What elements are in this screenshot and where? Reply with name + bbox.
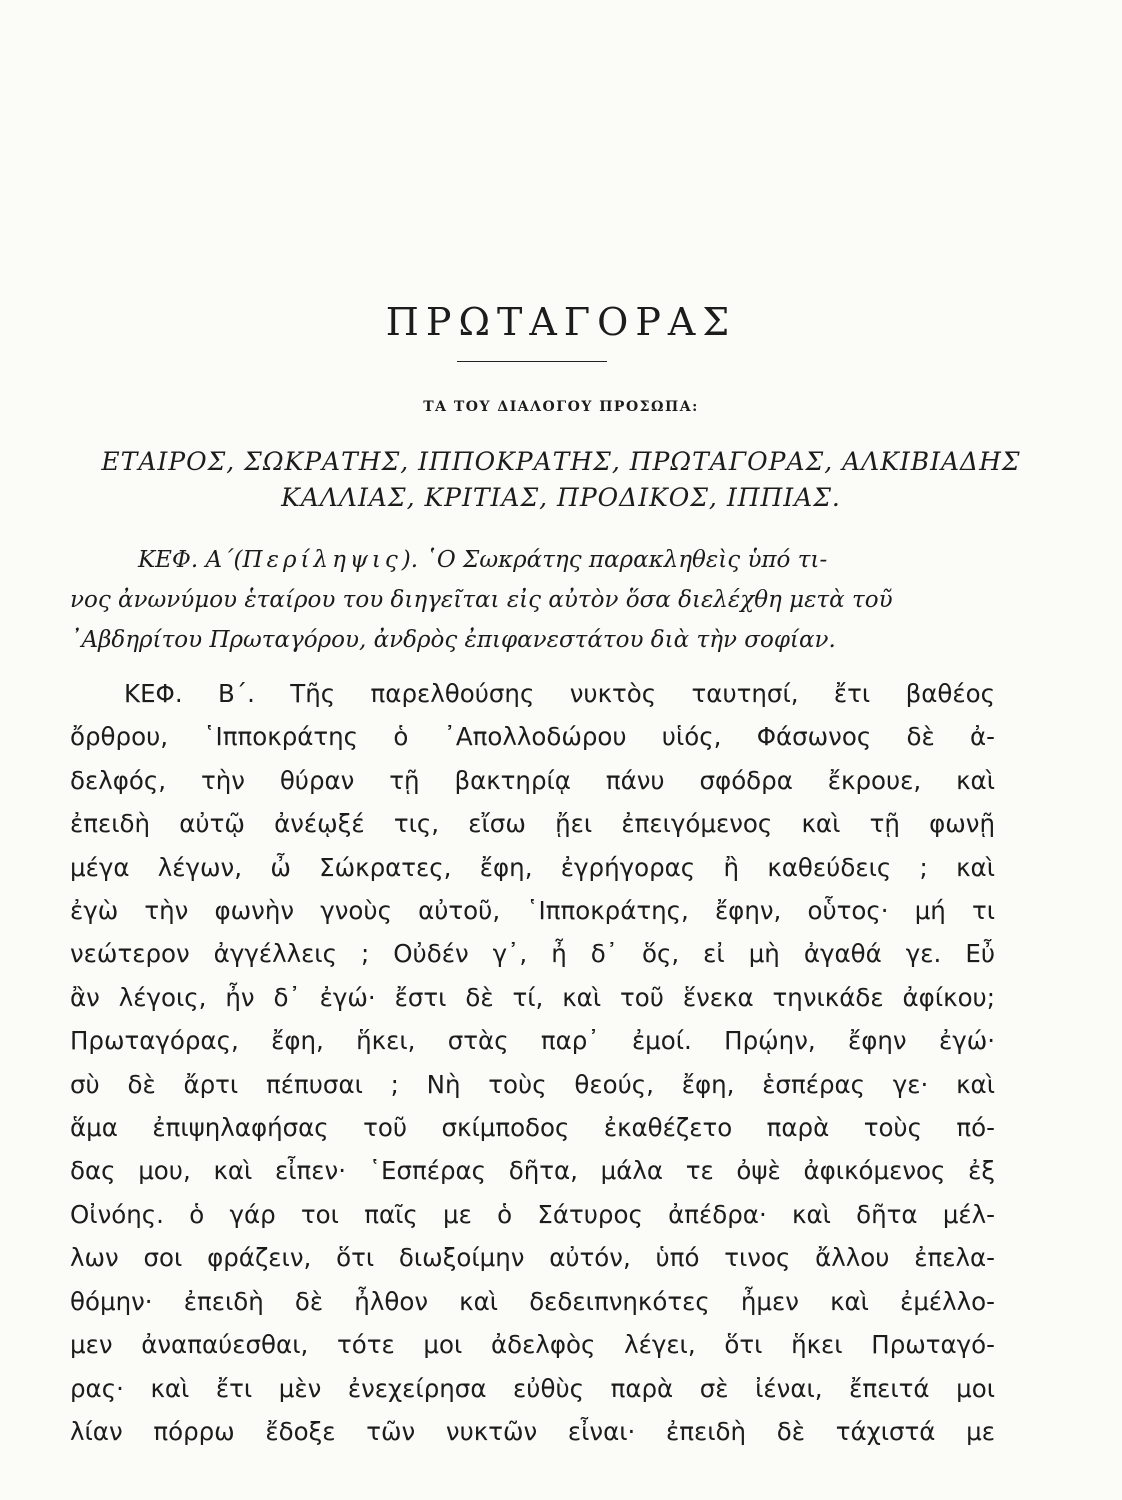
summary-label: ΚΕΦ. Α΄( — [138, 547, 243, 573]
summary-text: ῾Ο Σωκράτης παρακληθεὶς ὑπό τι- — [425, 547, 828, 573]
text-line: θόμην· ἐπειδὴ δὲ ἦλθον καὶ δεδειπνηκότες ἦμεν καὶ ἐμέλλο- — [70, 1286, 995, 1316]
text-line: ὄρθρου, ῾Ιπποκράτης ὁ ᾿Απολλοδώρου υἱός, Φάσωνος δὲ ἀ- — [70, 722, 995, 752]
dramatis-personae — [60, 444, 1062, 516]
summary-line: νος ἀνωνύμου ἑταίρου του διηγεῖται εἰς αὐτὸν ὅσα διελέχθη μετὰ τοῦ — [70, 587, 893, 613]
text-line: νεώτερον ἀγγέλλεις ; Οὐδέν γ᾿, ἦ δ᾿ ὅς, εἰ μὴ ἀγαθά γε. Εὖ — [70, 939, 995, 969]
persons-line: ΕΤΑΙΡΟΣ, ΣΩΚΡΑΤΗΣ, ΙΠΠΟΚΡΑΤΗΣ, ΠΡΩΤΑΓΟΡΑΣ, ΑΛΚΙΒΙΑΔΗΣ — [101, 447, 1021, 476]
persons-heading: ΤΑ ΤΟΥ ΔΙΑΛΟΓΟΥ ΠΡΟΣΩΠΑ: — [423, 399, 699, 415]
text-line: Οἰνόης. ὁ γάρ τοι παῖς με ὁ Σάτυρος ἀπέδρα· καὶ δῆτα μέλ- — [70, 1199, 995, 1229]
summary-line: ᾿Αβδηρίτου Πρωταγόρου, ἀνδρὸς ἐπιφανεστάτου διὰ τὴν σοφίαν. — [70, 627, 836, 653]
text-line: Πρωταγόρας, ἔφη, ἥκει, στὰς παρ᾿ ἐμοί. Πρῴην, ἔφην ἐγώ· — [70, 1026, 995, 1056]
title-rule — [457, 361, 607, 362]
text-line: λων σοι φράζειν, ὅτι διωξοίμην αὐτόν, ὑπό τινος ἄλλου ἐπελα- — [70, 1243, 995, 1273]
text-line: ἐγὼ τὴν φωνὴν γνοὺς αὐτοῦ, ῾Ιπποκράτης, ἔφην, οὗτος· μή τι — [70, 896, 995, 926]
text-line: μέγα λέγων, ὦ Σώκρατες, ἔφη, ἐγρήγορας ἢ καθεύδεις ; καὶ — [70, 852, 995, 882]
page-title: ΠΡΩΤΑΓΟΡΑΣ — [385, 300, 737, 344]
text-line: δας μου, καὶ εἶπεν· ῾Εσπέρας δῆτα, μάλα τε ὀψὲ ἀφικόμενος ἐξ — [70, 1156, 995, 1186]
text-line: ἐπειδὴ αὐτῷ ἀνέῳξέ τις, εἴσω ᾔει ἐπειγόμενος καὶ τῇ φωνῇ — [70, 809, 995, 839]
summary-line — [70, 540, 1000, 580]
text-line: ΚΕΦ. Β΄. Τῆς παρελθούσης νυκτὸς ταυτησί, ἔτι βαθέος — [124, 679, 995, 708]
chapter-summary — [70, 540, 1000, 660]
persons-line: ΚΑΛΛΙΑΣ, ΚΡΙΤΙΑΣ, ΠΡΟΔΙΚΟΣ, ΙΠΠΙΑΣ. — [281, 483, 841, 512]
text-line: λίαν πόρρω ἔδοξε τῶν νυκτῶν εἶναι· ἐπειδὴ δὲ τάχιστά με — [70, 1416, 995, 1446]
text-line: ρας· καὶ ἔτι μὲν ἐνεχείρησα εὐθὺς παρὰ σὲ ἰέναι, ἔπειτά μοι — [70, 1373, 995, 1403]
summary-label-close: ). — [401, 547, 419, 573]
summary-label-word: Περίληψις — [242, 547, 402, 573]
text-line: σὺ δὲ ἄρτι πέπυσαι ; Νὴ τοὺς θεούς, ἔφη, ἑσπέρας γε· καὶ — [70, 1069, 995, 1099]
text-line: ἅμα ἐπιψηλαφήσας τοῦ σκίμποδος ἐκαθέζετο παρὰ τοὺς πό- — [70, 1113, 995, 1143]
text-line: ἂν λέγοις, ἦν δ᾿ ἐγώ· ἔστι δὲ τί, καὶ τοῦ ἕνεκα τηνικάδε ἀφίκου; — [70, 982, 995, 1012]
chapter-text — [70, 672, 995, 1453]
text-line: μεν ἀναπαύεσθαι, τότε μοι ἀδελφὸς λέγει, ὅτι ἥκει Πρωταγό- — [70, 1330, 995, 1360]
text-line: δελφός, τὴν θύραν τῇ βακτηρίᾳ πάνυ σφόδρα ἔκρουε, καὶ — [70, 765, 995, 795]
